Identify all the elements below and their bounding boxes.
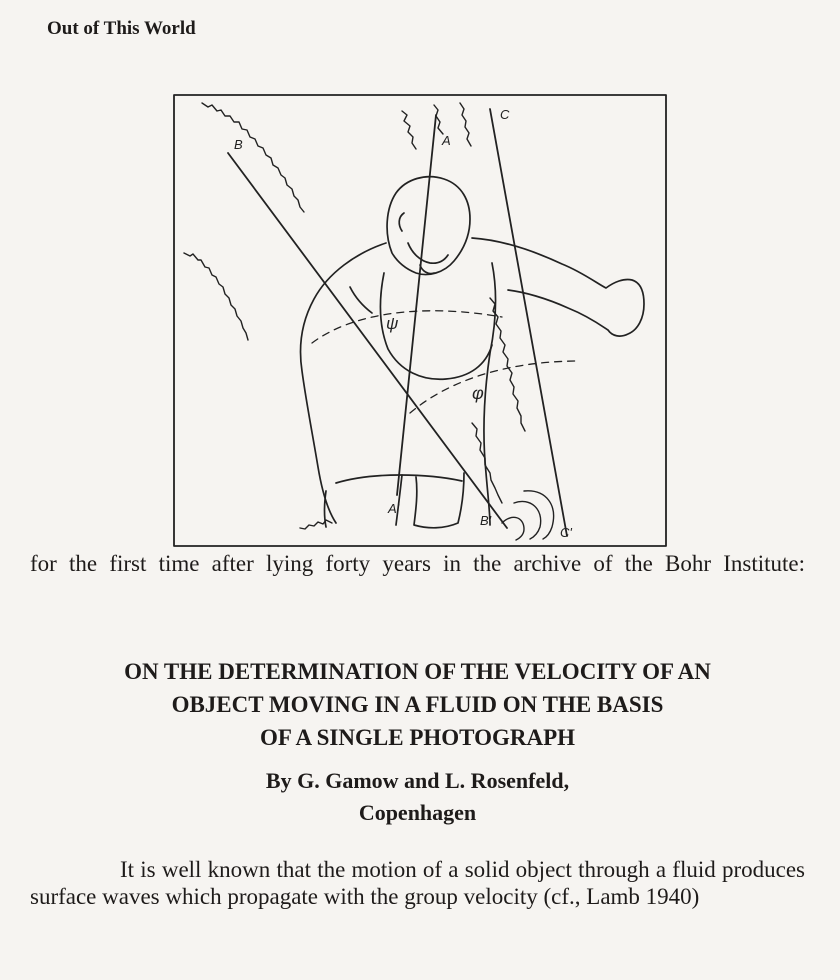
paper-title-line-3: OF A SINGLE PHOTOGRAPH (259, 725, 576, 750)
paper-title (30, 655, 805, 754)
line-b (228, 153, 507, 528)
line-a (397, 115, 436, 495)
paper-title-line-2: OBJECT MOVING IN A FLUID ON THE BASIS (171, 692, 664, 717)
intro-paragraph: for the first time after lying forty years in the archive of the Bohr Institute: (30, 551, 805, 576)
label-b-prime: B' (480, 513, 492, 528)
swimmer-figure (172, 93, 668, 548)
phi-arc (410, 361, 580, 413)
label-a: A (442, 133, 451, 148)
label-c: C (500, 107, 510, 122)
first-paragraph (30, 856, 805, 910)
running-title: Out of This World (47, 18, 196, 39)
byline (30, 765, 805, 829)
line-c (490, 109, 567, 536)
label-psi: ψ (386, 314, 399, 333)
paper-title-line-1: ON THE DETERMINATION OF THE VELOCITY OF AN (124, 659, 711, 684)
label-c-prime: C' (560, 525, 572, 540)
label-a-prime: A' (388, 501, 400, 516)
psi-arc (312, 311, 502, 343)
first-paragraph-text: It is well known that the motion of a solid object through a fluid produces surface waves which propagate with the group velocity (cf., Lamb 1940) (30, 857, 805, 909)
label-phi: φ (472, 383, 484, 403)
location: Copenhagen (358, 800, 477, 825)
label-b: B (234, 137, 243, 152)
authors: By G. Gamow and L. Rosenfeld, (265, 768, 570, 793)
swimmer-outline (301, 177, 645, 528)
swimmer-diagram (172, 93, 668, 548)
angle-arcs (312, 311, 580, 413)
